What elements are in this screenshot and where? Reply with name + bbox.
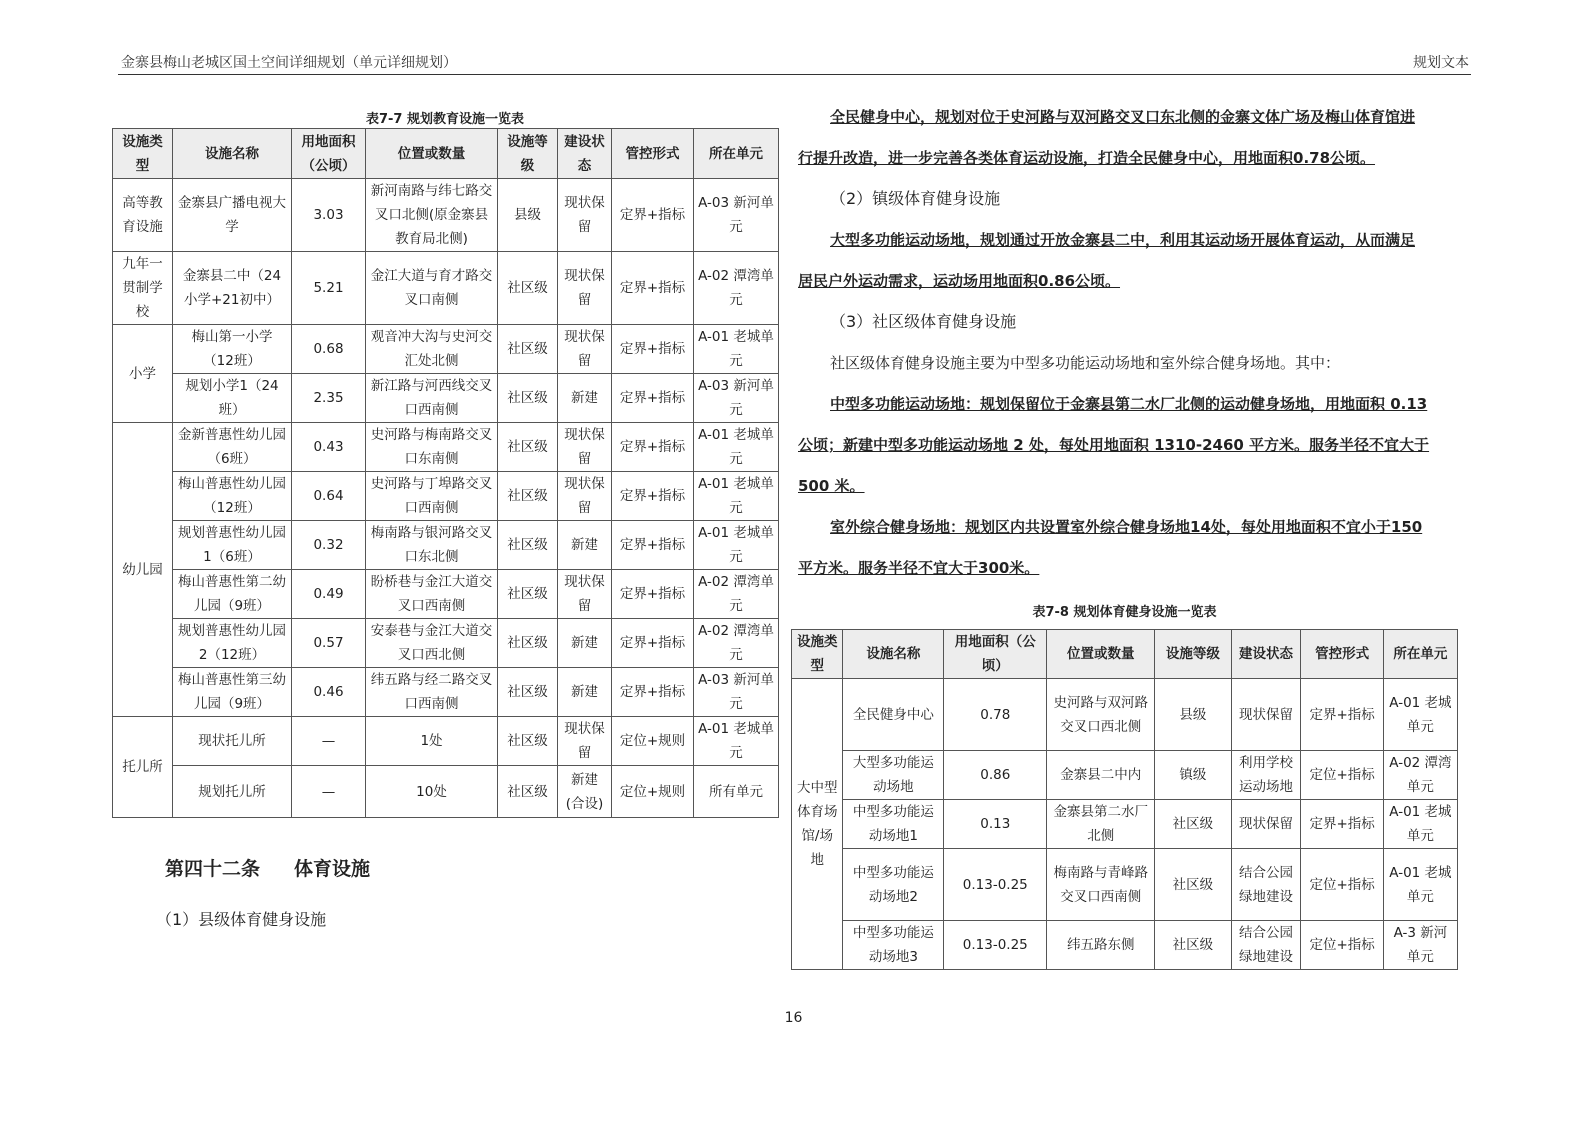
table77-header-cell: 建设状态	[558, 129, 612, 179]
level-cell: 社区级	[498, 668, 558, 717]
table-row	[113, 521, 779, 570]
area-cell: —	[292, 717, 366, 766]
facility-name-cell: 规划普惠性幼儿园2（12班）	[173, 619, 292, 668]
page-number: 16	[784, 1010, 803, 1026]
area-cell: 0.64	[292, 472, 366, 521]
level-cell: 社区级	[1155, 800, 1231, 849]
level-cell: 社区级	[498, 766, 558, 818]
facility-name-cell: 梅山第一小学（12班）	[173, 325, 292, 374]
level-cell: 社区级	[498, 717, 558, 766]
status-cell: 利用学校运动场地	[1231, 751, 1301, 800]
facility-type-cell: 高等教育设施	[113, 179, 173, 252]
level-cell: 社区级	[498, 619, 558, 668]
location-cell: 10处	[366, 766, 498, 818]
location-cell: 史河路与丁埠路交叉口西南侧	[366, 472, 498, 521]
unit-cell: A-01 老城单元	[694, 325, 779, 374]
control-cell: 定界+指标	[1301, 800, 1383, 849]
status-cell: 现状保留	[558, 570, 612, 619]
header-doc-type: 规划文本	[1413, 55, 1469, 71]
table-row	[113, 374, 779, 423]
unit-cell: A-03 新河单元	[694, 668, 779, 717]
facility-name-cell: 梅山普惠性幼儿园（12班）	[173, 472, 292, 521]
table77-header-cell: 设施类型	[113, 129, 173, 179]
location-cell: 史河路与双河路交叉口西北侧	[1047, 679, 1155, 751]
status-cell: 现状保留	[558, 423, 612, 472]
area-cell: 0.46	[292, 668, 366, 717]
status-cell: 新建	[558, 619, 612, 668]
area-cell: 0.86	[944, 751, 1047, 800]
facility-name-cell: 规划托儿所	[173, 766, 292, 818]
control-cell: 定界+指标	[612, 619, 694, 668]
level-cell: 社区级	[498, 374, 558, 423]
control-cell: 定界+指标	[612, 472, 694, 521]
section-heading	[165, 854, 370, 881]
unit-cell: A-03 新河单元	[694, 179, 779, 252]
control-cell: 定位+规则	[612, 766, 694, 818]
level-cell: 社区级	[498, 570, 558, 619]
unit-cell: A-02 潭湾单元	[1383, 751, 1457, 800]
section-number: 第四十二条	[165, 858, 261, 880]
unit-cell: A-01 老城单元	[694, 423, 779, 472]
control-cell: 定界+指标	[612, 423, 694, 472]
location-cell: 观音冲大沟与史河交汇处北侧	[366, 325, 498, 374]
status-cell: 现状保留	[1231, 800, 1301, 849]
county-level-item: （1）县级体育健身设施	[156, 910, 327, 929]
facility-name-cell: 金新普惠性幼儿园（6班）	[173, 423, 292, 472]
table78-header-cell: 设施等级	[1155, 630, 1231, 679]
level-cell: 社区级	[498, 472, 558, 521]
unit-cell: A-02 潭湾单元	[694, 252, 779, 325]
community-level-item: （3）社区级体育健身设施	[830, 312, 1017, 331]
table-row	[792, 679, 1458, 751]
header-divider	[118, 74, 1471, 75]
unit-cell: 所有单元	[694, 766, 779, 818]
location-cell: 梅南路与银河路交叉口东北侧	[366, 521, 498, 570]
control-cell: 定界+指标	[612, 374, 694, 423]
status-cell: 结合公园绿地建设	[1231, 921, 1301, 970]
table77-header-cell: 设施名称	[173, 129, 292, 179]
table77-header-cell: 所在单元	[694, 129, 779, 179]
table-row	[113, 619, 779, 668]
level-cell: 社区级	[1155, 849, 1231, 921]
control-cell: 定界+指标	[612, 668, 694, 717]
community-intro: 社区级体育健身设施主要为中型多功能运动场地和室外综合健身场地。其中：	[830, 354, 1341, 372]
large-field-line2: 居民户外运动需求，运动场用地面积0.86公顷。	[798, 272, 1121, 290]
fitness-center-line2: 行提升改造，进一步完善各类体育运动设施，打造全民健身中心，用地面积0.78公顷。	[798, 149, 1376, 167]
table77-header-cell: 用地面积（公顷）	[292, 129, 366, 179]
area-cell: 5.21	[292, 252, 366, 325]
area-cell: 0.13	[944, 800, 1047, 849]
facility-name-cell: 梅山普惠性第三幼儿园（9班）	[173, 668, 292, 717]
unit-cell: A-01 老城单元	[694, 521, 779, 570]
status-cell: 现状保留	[558, 325, 612, 374]
facility-name-cell: 全民健身中心	[843, 679, 944, 751]
large-field-line1: 大型多功能运动场地，规划通过开放金寨县二中，利用其运动场开展体育运动，从而满足	[830, 231, 1416, 249]
location-cell: 纬五路东侧	[1047, 921, 1155, 970]
location-cell: 安泰巷与金江大道交叉口西北侧	[366, 619, 498, 668]
outdoor-field-line2: 平方米。服务半径不宜大于300米。	[798, 559, 1040, 577]
facility-type-cell: 幼儿园	[113, 423, 173, 717]
sports-facilities-table	[791, 629, 1458, 970]
facility-type-cell: 托儿所	[113, 717, 173, 818]
table-row	[113, 325, 779, 374]
control-cell: 定界+指标	[612, 570, 694, 619]
level-cell: 镇级	[1155, 751, 1231, 800]
unit-cell: A-03 新河单元	[694, 374, 779, 423]
table77-header-cell: 管控形式	[612, 129, 694, 179]
facility-name-cell: 金寨县广播电视大学	[173, 179, 292, 252]
status-cell: 新建	[558, 374, 612, 423]
table78-header-cell: 用地面积（公顷）	[944, 630, 1047, 679]
table77-header-cell: 位置或数量	[366, 129, 498, 179]
table-row	[113, 423, 779, 472]
table77-header-cell: 设施等级	[498, 129, 558, 179]
facility-name-cell: 大型多功能运动场地	[843, 751, 944, 800]
level-cell: 社区级	[1155, 921, 1231, 970]
location-cell: 纬五路与经二路交叉口西南侧	[366, 668, 498, 717]
level-cell: 社区级	[498, 521, 558, 570]
control-cell: 定位+指标	[1301, 921, 1383, 970]
medium-field-line2: 公顷；新建中型多功能运动场地 2 处，每处用地面积 1310-2460 平方米。服务半径不宜大于	[798, 436, 1430, 454]
location-cell: 金江大道与育才路交叉口南侧	[366, 252, 498, 325]
table-row	[113, 179, 779, 252]
medium-field-line1: 中型多功能运动场地：规划保留位于金寨县第二水厂北侧的运动健身场地，用地面积 0.13	[830, 395, 1428, 413]
town-level-item: （2）镇级体育健身设施	[830, 189, 1001, 208]
unit-cell: A-01 老城单元	[694, 717, 779, 766]
status-cell: 现状保留	[1231, 679, 1301, 751]
level-cell: 社区级	[498, 325, 558, 374]
area-cell: 0.43	[292, 423, 366, 472]
fitness-center-line1: 全民健身中心，规划对位于史河路与双河路交叉口东北侧的金寨文体广场及梅山体育馆进	[830, 108, 1416, 126]
medium-field-line3: 500 米。	[798, 477, 865, 495]
control-cell: 定界+指标	[612, 521, 694, 570]
table-row	[113, 717, 779, 766]
education-facilities-table	[112, 128, 779, 818]
area-cell: —	[292, 766, 366, 818]
control-cell: 定界+指标	[612, 179, 694, 252]
status-cell: 新建	[558, 668, 612, 717]
outdoor-field-line1: 室外综合健身场地：规划区内共设置室外综合健身场地14处，每处用地面积不宜小于150	[830, 518, 1423, 536]
status-cell: 新建(合设)	[558, 766, 612, 818]
unit-cell: A-01 老城单元	[694, 472, 779, 521]
unit-cell: A-02 潭湾单元	[694, 570, 779, 619]
status-cell: 结合公园绿地建设	[1231, 849, 1301, 921]
area-cell: 0.57	[292, 619, 366, 668]
location-cell: 金寨县第二水厂北侧	[1047, 800, 1155, 849]
status-cell: 现状保留	[558, 252, 612, 325]
location-cell: 1处	[366, 717, 498, 766]
table78-header-cell: 设施名称	[843, 630, 944, 679]
unit-cell: A-01 老城单元	[1383, 849, 1457, 921]
status-cell: 现状保留	[558, 472, 612, 521]
area-cell: 2.35	[292, 374, 366, 423]
facility-type-cell: 大中型体育场馆/场地	[792, 679, 843, 970]
status-cell: 新建	[558, 521, 612, 570]
facility-name-cell: 规划普惠性幼儿园1（6班）	[173, 521, 292, 570]
control-cell: 定位+规则	[612, 717, 694, 766]
table78-header-cell: 建设状态	[1231, 630, 1301, 679]
location-cell: 盼桥巷与金江大道交叉口西南侧	[366, 570, 498, 619]
location-cell: 金寨县二中内	[1047, 751, 1155, 800]
facility-name-cell: 规划小学1（24班）	[173, 374, 292, 423]
table-row	[792, 849, 1458, 921]
control-cell: 定位+指标	[1301, 849, 1383, 921]
facility-name-cell: 中型多功能运动场地2	[843, 849, 944, 921]
facility-name-cell: 梅山普惠性第二幼儿园（9班）	[173, 570, 292, 619]
area-cell: 3.03	[292, 179, 366, 252]
location-cell: 新河南路与纬七路交叉口北侧(原金寨县教育局北侧)	[366, 179, 498, 252]
table77-caption: 表7-7 规划教育设施一览表	[365, 112, 524, 127]
facility-name-cell: 中型多功能运动场地1	[843, 800, 944, 849]
level-cell: 县级	[1155, 679, 1231, 751]
table-row	[113, 766, 779, 818]
facility-type-cell: 九年一贯制学校	[113, 252, 173, 325]
facility-name-cell: 现状托儿所	[173, 717, 292, 766]
unit-cell: A-3 新河单元	[1383, 921, 1457, 970]
unit-cell: A-01 老城单元	[1383, 800, 1457, 849]
table-row	[792, 800, 1458, 849]
table78-header-cell: 设施类型	[792, 630, 843, 679]
level-cell: 县级	[498, 179, 558, 252]
table-row	[113, 472, 779, 521]
area-cell: 0.49	[292, 570, 366, 619]
table-row	[792, 751, 1458, 800]
control-cell: 定界+指标	[612, 252, 694, 325]
area-cell: 0.68	[292, 325, 366, 374]
area-cell: 0.78	[944, 679, 1047, 751]
table-row	[113, 252, 779, 325]
table-row	[792, 921, 1458, 970]
location-cell: 史河路与梅南路交叉口东南侧	[366, 423, 498, 472]
area-cell: 0.32	[292, 521, 366, 570]
table78-caption: 表7-8 规划体育健身设施一览表	[1032, 605, 1217, 620]
location-cell: 新江路与河西线交叉口西南侧	[366, 374, 498, 423]
facility-name-cell: 金寨县二中（24小学+21初中）	[173, 252, 292, 325]
table-row	[113, 570, 779, 619]
unit-cell: A-02 潭湾单元	[694, 619, 779, 668]
level-cell: 社区级	[498, 252, 558, 325]
table78-header-cell: 位置或数量	[1047, 630, 1155, 679]
control-cell: 定界+指标	[1301, 679, 1383, 751]
level-cell: 社区级	[498, 423, 558, 472]
status-cell: 现状保留	[558, 717, 612, 766]
status-cell: 现状保留	[558, 179, 612, 252]
header-title: 金寨县梅山老城区国土空间详细规划（单元详细规划）	[121, 55, 457, 71]
control-cell: 定界+指标	[612, 325, 694, 374]
area-cell: 0.13-0.25	[944, 921, 1047, 970]
facility-name-cell: 中型多功能运动场地3	[843, 921, 944, 970]
table78-header-cell: 管控形式	[1301, 630, 1383, 679]
control-cell: 定位+指标	[1301, 751, 1383, 800]
unit-cell: A-01 老城单元	[1383, 679, 1457, 751]
location-cell: 梅南路与青峰路交叉口西南侧	[1047, 849, 1155, 921]
facility-type-cell: 小学	[113, 325, 173, 423]
section-subtitle: 体育设施	[294, 858, 371, 880]
area-cell: 0.13-0.25	[944, 849, 1047, 921]
table-row	[113, 668, 779, 717]
table78-header-cell: 所在单元	[1383, 630, 1457, 679]
